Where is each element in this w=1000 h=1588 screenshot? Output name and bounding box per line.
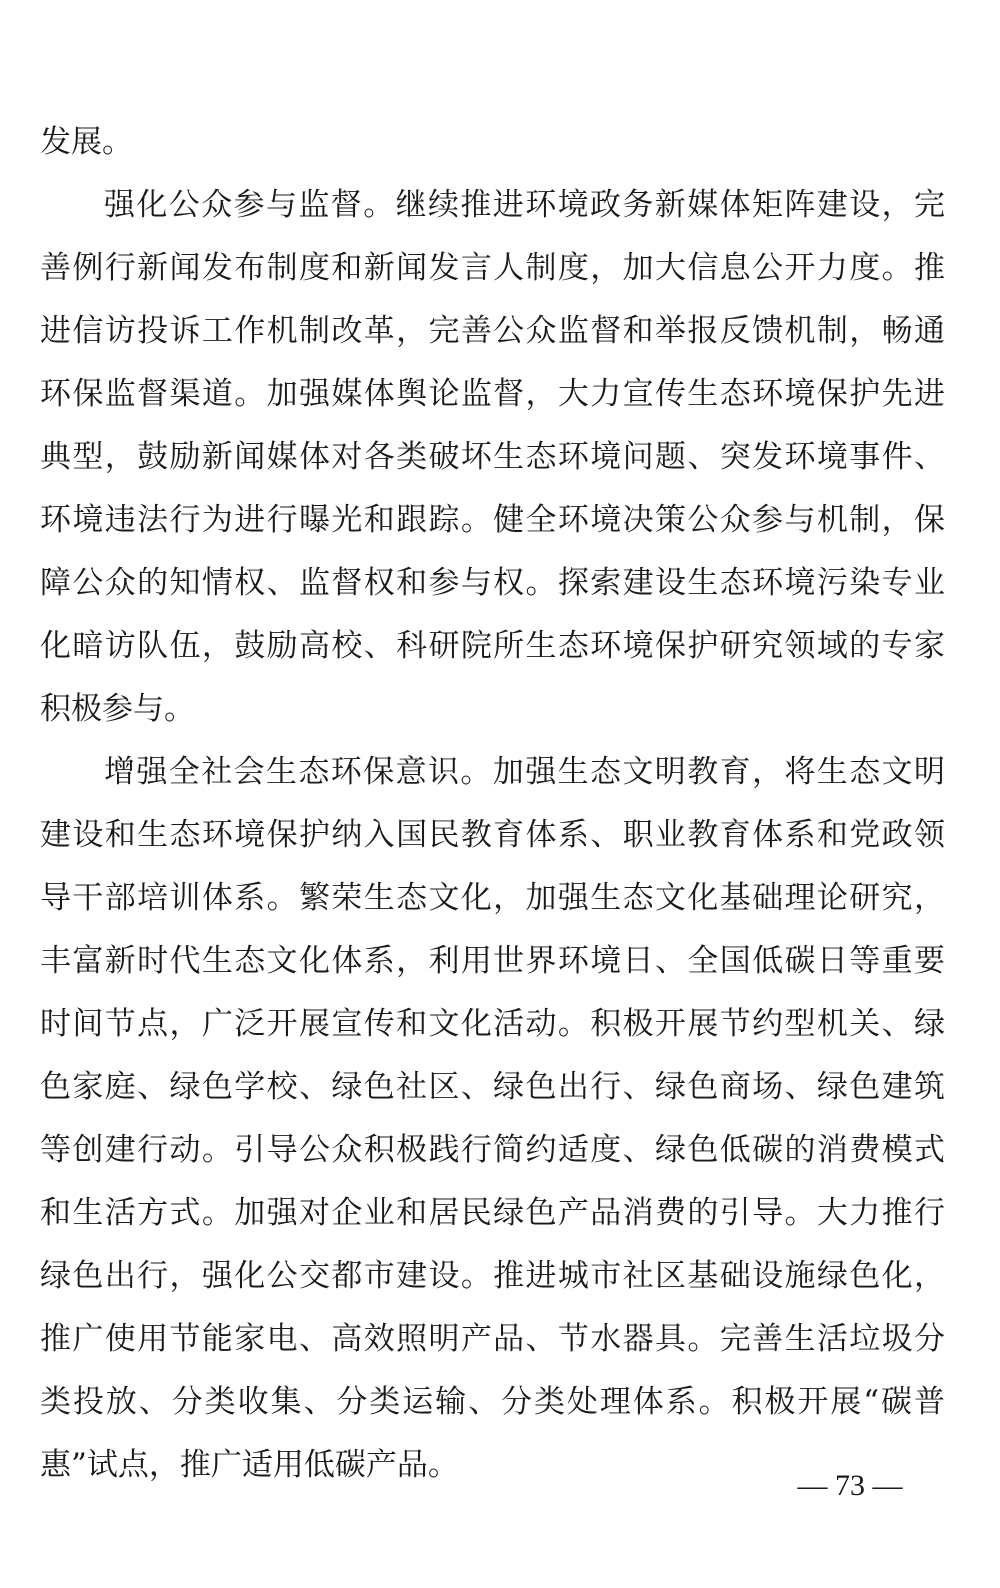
text-line: 等创建行动。引导公众积极践行简约适度、绿色低碳的消费模式 <box>40 1132 945 1168</box>
text-line: 丰富新时代生态文化体系，利用世界环境日、全国低碳日等重要 <box>40 943 945 979</box>
text-line: 绿色出行，强化公交都市建设。推进城市社区基础设施绿色化， <box>40 1258 945 1294</box>
paragraph-eco-awareness-start: 增强全社会生态环保意识。加强生态文明教育，将生态文明 <box>104 754 945 790</box>
text-line: 环保监督渠道。加强媒体舆论监督，大力宣传生态环境保护先进 <box>40 376 945 412</box>
text-line: 进信访投诉工作机制改革，完善公众监督和举报反馈机制，畅通 <box>40 313 945 349</box>
text-line: 建设和生态环境保护纳入国民教育体系、职业教育体系和党政领 <box>40 817 945 853</box>
paragraph-public-supervision-start: 强化公众参与监督。继续推进环境政务新媒体矩阵建设，完 <box>104 187 945 223</box>
text-line: 化暗访队伍，鼓励高校、科研院所生态环境保护研究领域的专家 <box>40 628 945 664</box>
text-line: 类投放、分类收集、分类运输、分类处理体系。积极开展“碳普 <box>40 1384 945 1420</box>
text-line: 惠”试点，推广适用低碳产品。 <box>40 1447 459 1483</box>
page-number: — 73 — <box>797 1469 903 1502</box>
text-line: 障公众的知情权、监督权和参与权。探索建设生态环境污染专业 <box>40 565 945 601</box>
text-line: 推广使用节能家电、高效照明产品、节水器具。完善生活垃圾分 <box>40 1321 945 1357</box>
text-line: 典型，鼓励新闻媒体对各类破坏生态环境问题、突发环境事件、 <box>40 439 945 475</box>
text-line: 导干部培训体系。繁荣生态文化，加强生态文化基础理论研究， <box>40 880 945 916</box>
text-line: 环境违法行为进行曝光和跟踪。健全环境决策公众参与机制，保 <box>40 502 945 538</box>
text-line: 善例行新闻发布制度和新闻发言人制度，加大信息公开力度。推 <box>40 250 945 286</box>
text-line: 和生活方式。加强对企业和居民绿色产品消费的引导。大力推行 <box>40 1195 945 1231</box>
text-line: 积极参与。 <box>40 691 195 727</box>
text-line: 时间节点，广泛开展宣传和文化活动。积极开展节约型机关、绿 <box>40 1006 945 1042</box>
text-line: 色家庭、绿色学校、绿色社区、绿色出行、绿色商场、绿色建筑 <box>40 1069 945 1105</box>
text-line: 发展。 <box>40 124 133 160</box>
